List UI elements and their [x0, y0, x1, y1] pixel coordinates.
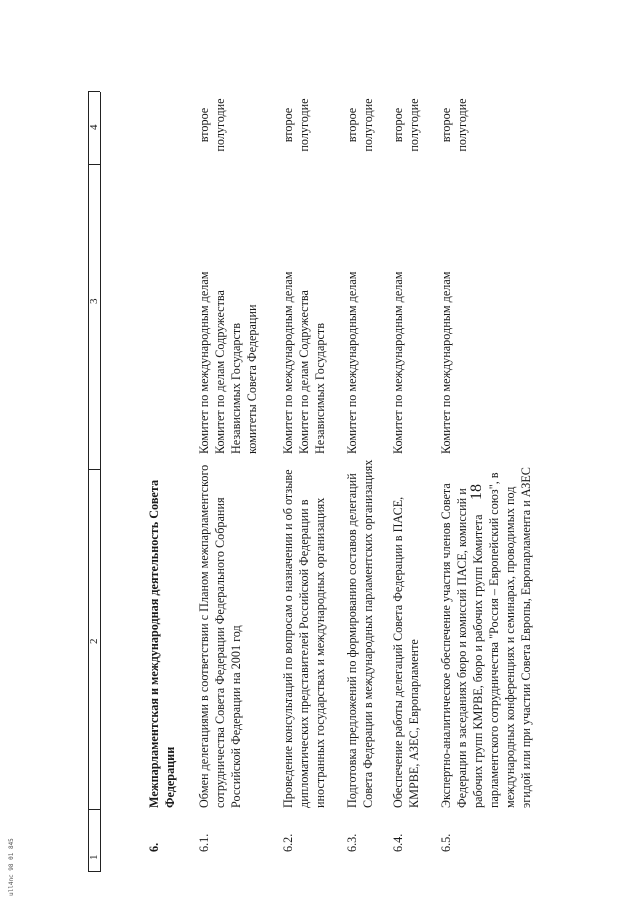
term-line: второе	[345, 107, 359, 143]
responsible-line: комитеты Совета Федерации	[245, 304, 259, 454]
event-line: дипломатических представителей Российской Федерации в	[297, 499, 311, 808]
table-header-bottom-border	[100, 92, 101, 872]
col-divider-2	[88, 469, 100, 470]
event-line: Российской Федерации на 2001 год	[229, 625, 243, 808]
responsible-line: Комитет по международным делам	[197, 271, 211, 454]
term-line: полугодие	[455, 98, 469, 152]
term-line: полугодие	[297, 98, 311, 152]
term-line: второе	[197, 107, 211, 143]
event-line: международных конференциях и семинарах, проводимых под	[503, 486, 517, 808]
event-line: Подготовка предложений по формированию составов делегаций	[345, 473, 359, 808]
col-divider-1	[88, 809, 100, 810]
event-line: рабочих групп КМРВЕ, бюро и рабочих групп Комитета	[471, 514, 485, 808]
event-line: эгидой или при участии Совета Европы, Европарламента и АЗЕС	[519, 467, 533, 808]
table-top-border	[88, 92, 89, 872]
row-number: 6.4.	[391, 833, 405, 852]
responsible-line: Комитет по международным делам	[345, 271, 359, 454]
row-number: 6.2.	[281, 833, 295, 852]
responsible-line: Независимых Государств	[313, 323, 327, 454]
table-left-border	[88, 871, 100, 872]
row-number: 6.3.	[345, 833, 359, 852]
responsible-line: Независимых Государств	[229, 323, 243, 454]
term-line: полугодие	[213, 98, 227, 152]
term-line: полугодие	[361, 98, 375, 152]
term-line: второе	[391, 107, 405, 143]
responsible-line: Комитет по международным делам	[391, 271, 405, 454]
term-line: второе	[439, 107, 453, 143]
event-line: Федерации в заседаниях бюро и комиссий ПАСЕ, комиссий и	[455, 488, 469, 808]
section-number: 6.	[147, 842, 161, 852]
section-title-line-2: Федерации	[163, 746, 177, 808]
term-line: полугодие	[407, 98, 421, 152]
event-line: Обмен делегациями в соответствии с Планом межпарламентского	[197, 464, 211, 808]
section-title-line-1: Межпарламентская и международная деятельность Совета	[147, 479, 161, 808]
responsible-line: Комитет по делам Содружества	[297, 290, 311, 454]
page-number: 18	[468, 484, 485, 500]
column-header-1: 1	[88, 854, 100, 860]
row-number: 6.1.	[197, 833, 211, 852]
event-line: иностранных государствах и международных организациях	[313, 497, 327, 808]
table-right-border	[88, 91, 100, 92]
event-line: Обеспечение работы делегаций Совета Федерации в ПАСЕ,	[391, 496, 405, 808]
event-line: сотрудничества Совета Федерации Федерального Собрания	[213, 497, 227, 808]
column-header-2: 2	[88, 638, 100, 644]
responsible-line: Комитет по международным делам	[439, 271, 453, 454]
responsible-line: Комитет по делам Содружества	[213, 290, 227, 454]
event-line: КМРВЕ, АЗЕС, Европарламенте	[407, 639, 421, 808]
term-line: второе	[281, 107, 295, 143]
column-header-3: 3	[88, 298, 100, 304]
event-line: Совета Федерации в международных парламентских организациях	[361, 459, 375, 808]
event-line: Проведение консультаций по вопросам о назначении и об отзыве	[281, 469, 295, 808]
responsible-line: Комитет по международным делам	[281, 271, 295, 454]
event-line: Экспертно-аналитическое обеспечение участия членов Совета	[439, 483, 453, 808]
column-header-4: 4	[88, 124, 100, 130]
event-line: парламентского сотрудничества "Россия – Европейский союз", в	[487, 472, 501, 808]
row-number: 6.5.	[439, 833, 453, 852]
scan-footer-code: ull4nc 98 01 845	[8, 838, 15, 896]
col-divider-3	[88, 164, 100, 165]
